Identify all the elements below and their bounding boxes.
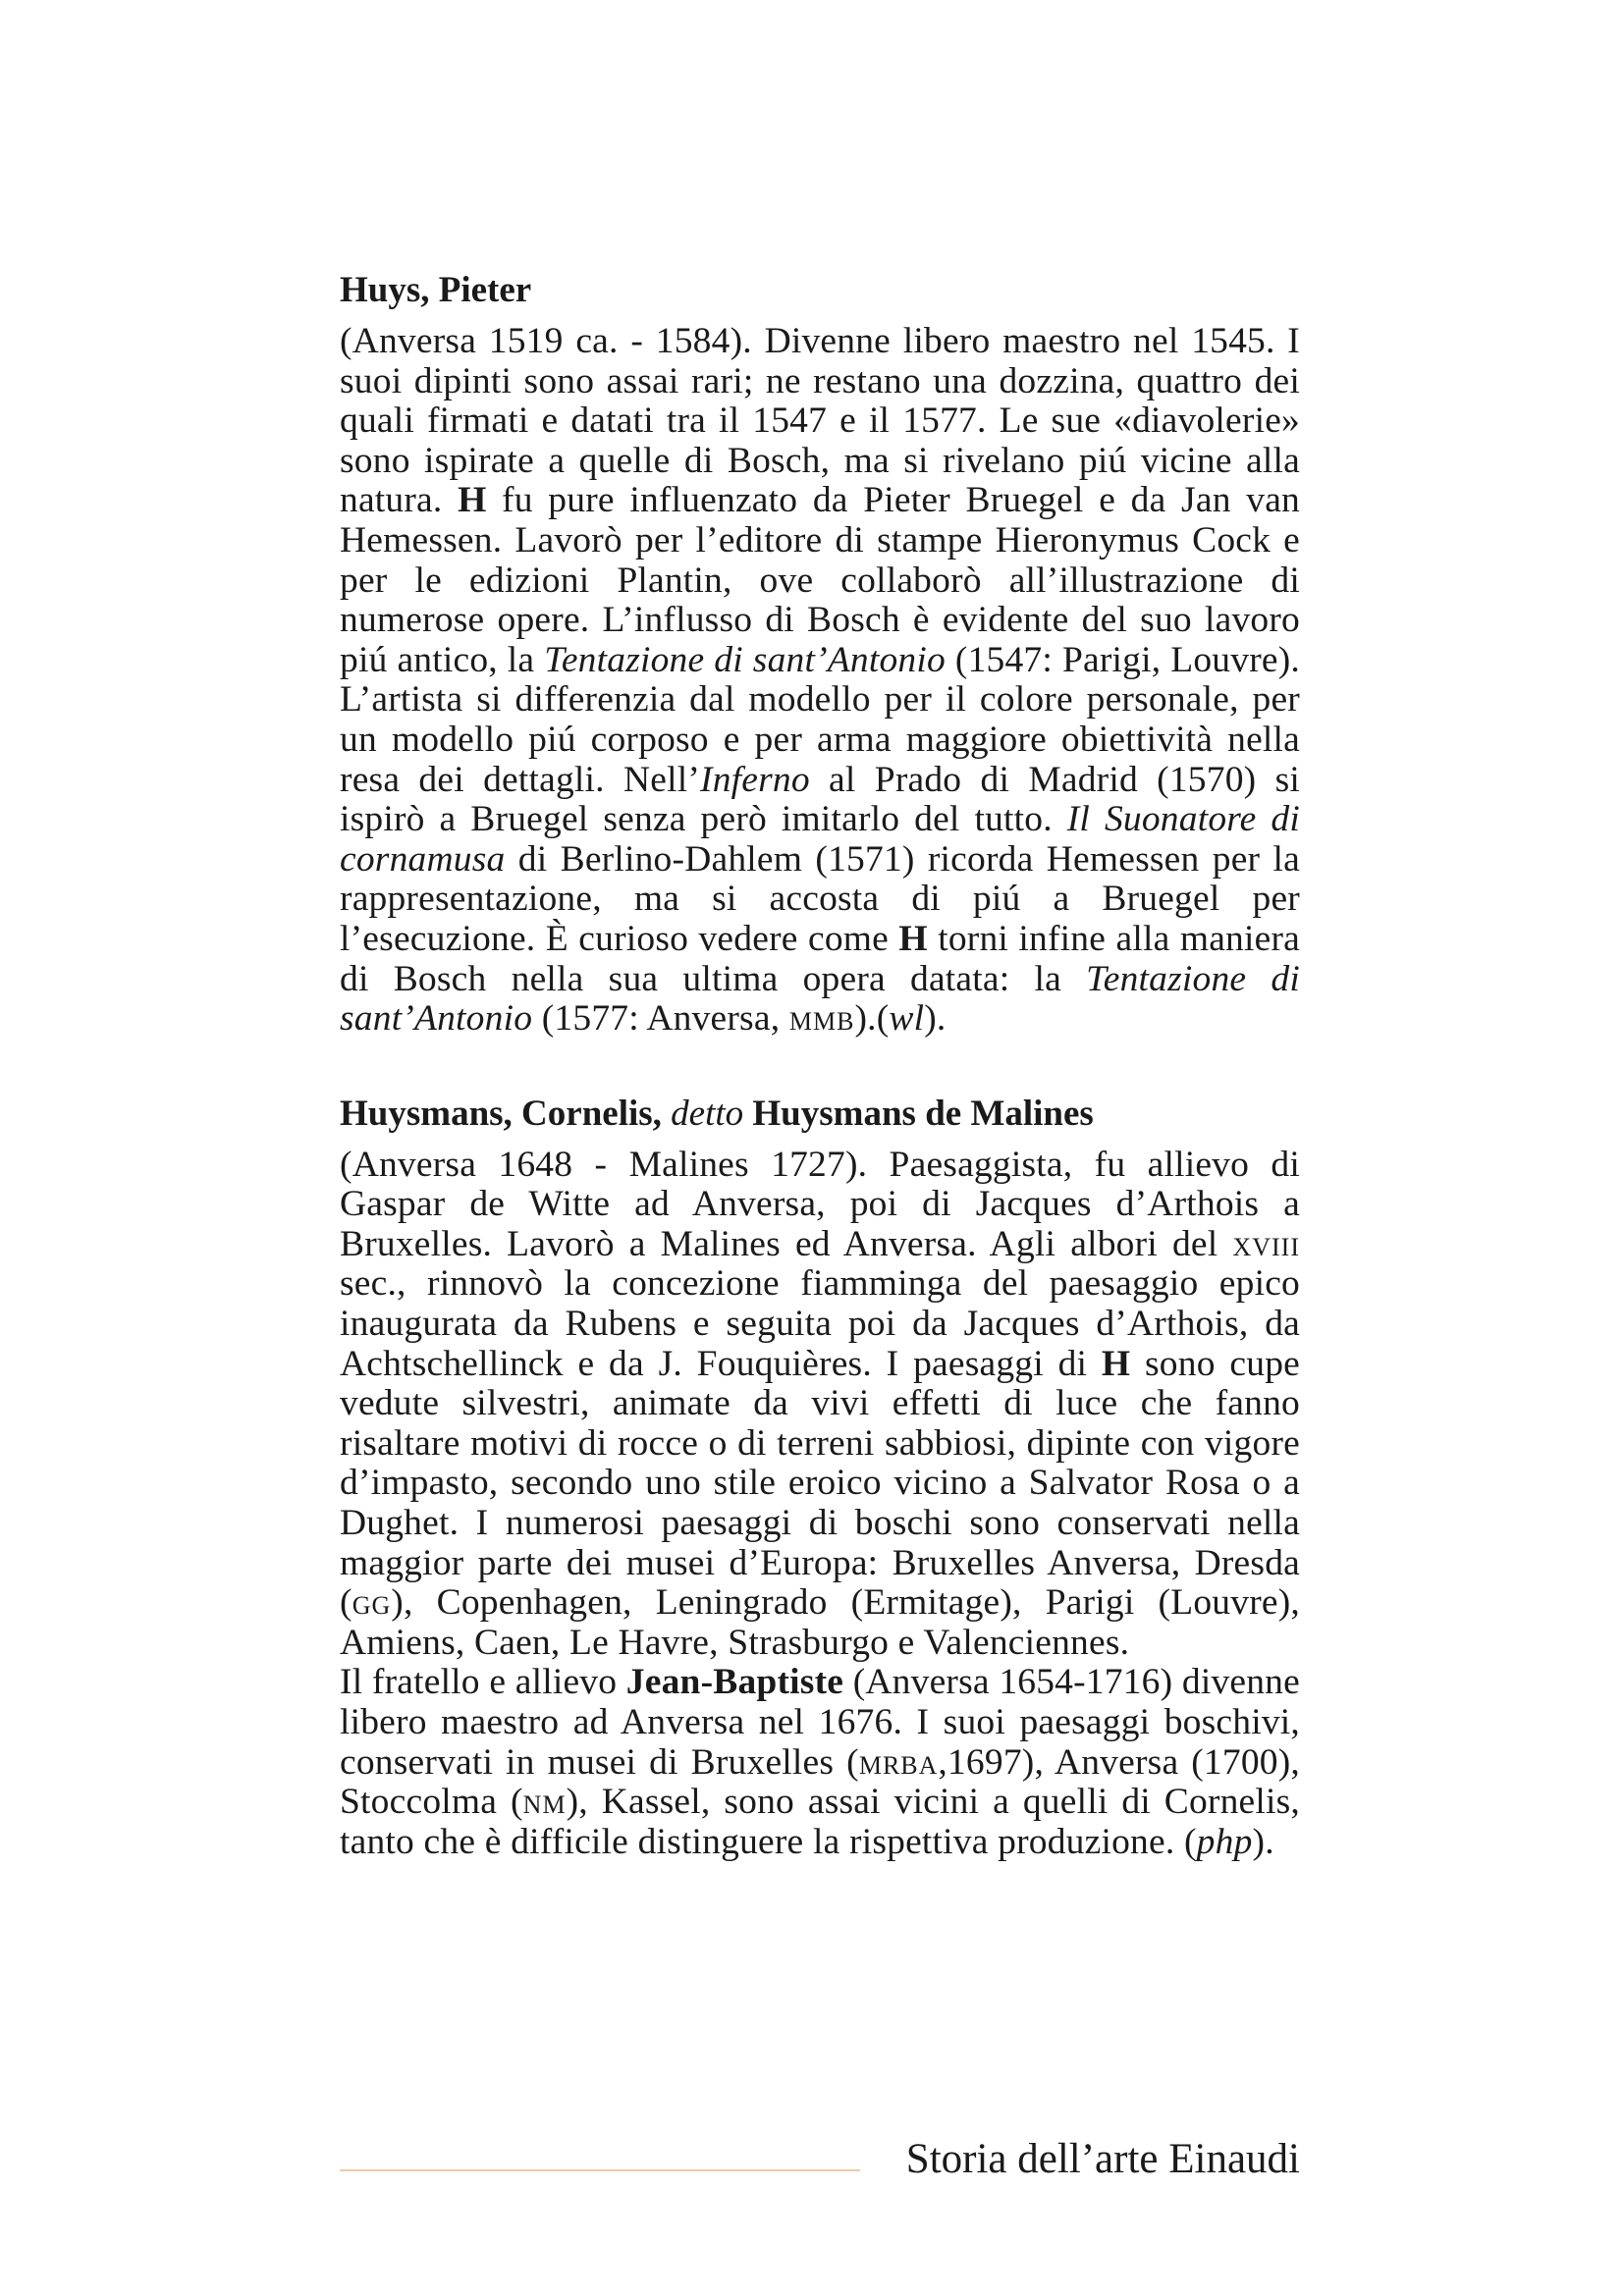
small-caps-text: nm (522, 1782, 567, 1823)
italic-text: Inferno (700, 759, 810, 800)
bold-text: Huysmans, Cornelis, (340, 1093, 672, 1134)
footer-publication-title: Storia dell’arte Einaudi (905, 2136, 1300, 2182)
small-caps-text: xviii (1232, 1223, 1300, 1264)
page-footer (340, 2132, 1300, 2191)
italic-text: Il Suonatore di cornamusa (340, 799, 1300, 880)
italic-text: Tentazione di sant’Antonio (340, 958, 1300, 1040)
bold-text: H (1101, 1343, 1131, 1384)
text-run: di Berlino-Dahlem (1571) ricorda Hemessen per la rappresentazione, ma si accosta di piú a Bruegel per l’esecuzione. È curioso vedere come (340, 838, 1300, 959)
text-run: al Prado di Madrid (1570) si ispirò a Bruegel senza però imitarlo del tutto. (340, 759, 1300, 840)
footer-rule (340, 2169, 860, 2171)
entry-body (340, 322, 1300, 1040)
text-run: ), Kassel, sono assai vicini a quelli di Cornelis, tanto che è difficile distinguere la rispettiva produzione. ( (340, 1782, 1301, 1862)
text-run: (Anversa 1519 ca. - 1584). Divenne libero maestro nel 1545. I suoi dipinti sono assai rari; ne restano una dozzina, quattro dei quali firmati e datati tra il 1547 e il 1577. Le sue «diavolerie» sono ispirate a quelle di Bosch, ma si rivelano piú vicine alla natura. (340, 321, 1300, 521)
text-run: Il fratello e allievo (340, 1662, 626, 1703)
text-run: (1547: Parigi, Louvre). L’artista si differenzia dal modello per il colore personale, per un modello piú corposo e per arma maggiore obiettività nella resa dei dettagli. Nell’ (340, 639, 1300, 800)
entry-headword (340, 1091, 1300, 1138)
text-run: torni infine alla maniera di Bosch nella sua ultima opera datata: la (340, 918, 1300, 999)
italic-text: php (1196, 1821, 1253, 1862)
text-run: ). (924, 998, 947, 1040)
italic-text: wl (889, 998, 925, 1040)
entry-paragraph (340, 1146, 1300, 1664)
text-run: ). (1252, 1821, 1274, 1862)
small-caps-text: mmb (788, 998, 855, 1040)
bold-text: Jean-Baptiste (625, 1662, 844, 1703)
entry-paragraph (340, 322, 1300, 1040)
text-run: sono cupe vedute silvestri, animate da vivi effetti di luce che fanno risaltare motivi di rocce o di terreni sabbiosi, dipinte con vigore d’impasto, secondo uno stile eroico vicino a Salvator Rosa o a Dughet. I numerosi paesaggi di boschi sono conservati nella maggior parte dei musei d’Europa: Bruxelles Anversa, Dresda ( (340, 1343, 1300, 1624)
entry-paragraph (340, 1663, 1300, 1862)
bold-text: H (458, 480, 487, 521)
text-run: (Anversa 1654-1716) divenne libero maestro ad Anversa nel 1676. I suoi paesaggi boschivi, conservati in musei di Bruxelles ( (340, 1662, 1300, 1783)
italic-text: detto (671, 1093, 744, 1134)
text-run: fu pure influenzato da Pieter Bruegel e da Jan van Hemessen. Lavorò per l’editore di stampe Hieronymus Cock e per le edizioni Plantin, ove collaborò all’illustrazione di numerose opere. L’influsso di Bosch è evidente del suo lavoro piú antico, la (340, 480, 1300, 680)
italic-text: Tentazione di sant’Antonio (544, 639, 946, 680)
text-run: ,1697), Anversa (1700), Stoccolma ( (340, 1741, 1300, 1823)
entry-headword: Huys, Pieter (340, 270, 532, 310)
text-run: sec., rinnovò la concezione fiamminga del paesaggio epico inaugurata da Rubens e seguita poi da Jacques d’Arthois, da Achtschellinck e da J. Fouquières. I paesaggi di (340, 1263, 1300, 1384)
bold-text: Huysmans de Malines (743, 1093, 1094, 1134)
text-run: (1577: Anversa, (532, 998, 789, 1040)
entry-huysmans-cornelis (340, 1091, 1300, 1863)
small-caps-text: mrba (858, 1741, 939, 1783)
text-run: ), Copenhagen, Leningrado (Ermitage), Parigi (Louvre), Amiens, Caen, Le Havre, Strasburgo e Valenciennes. (340, 1582, 1300, 1663)
text-run: ).( (854, 998, 890, 1040)
bold-text: H (898, 918, 928, 959)
text-run: (Anversa 1648 - Malines 1727). Paesaggista, fu allievo di Gaspar de Witte ad Anversa, poi di Jacques d’Arthois a Bruxelles. Lavorò a Malines ed Anversa. Agli albori del (340, 1144, 1300, 1264)
entry-huys-pieter (340, 267, 1300, 1040)
entry-body (340, 1146, 1300, 1863)
small-caps-text: gg (352, 1582, 392, 1624)
document-page (340, 267, 1300, 1862)
